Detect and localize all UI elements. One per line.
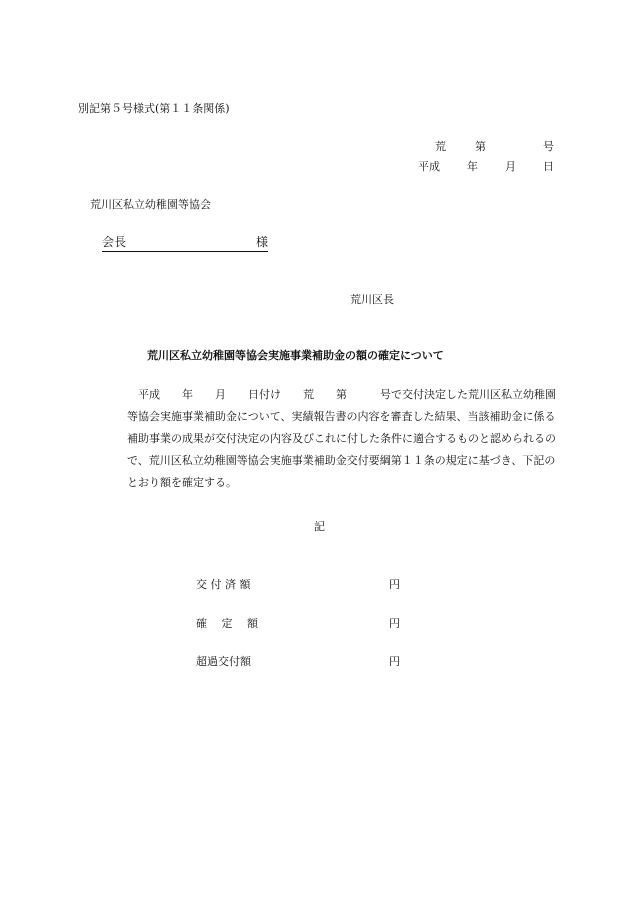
amount-unit: 円 xyxy=(389,578,400,591)
document-number-mid: 第 xyxy=(475,140,486,153)
sender: 荒川区長 xyxy=(350,293,394,306)
ki-heading: 記 xyxy=(314,520,325,533)
amount-unit: 円 xyxy=(389,617,400,630)
document-date xyxy=(418,158,554,174)
document-number xyxy=(435,138,554,154)
date-month: 月 xyxy=(505,160,516,173)
amount-label: 確 定 額 xyxy=(196,617,258,630)
form-label: 別記第５号様式(第１１条関係) xyxy=(78,102,230,115)
body-text: 平成 年 月 日付け 荒 第 号で交付決定した荒川区私立幼稚園等協会実施事業補助金について、実績報告書の内容を審査した結果、当該補助金に係る補助事業の成果が交付決定の内容及びこれに付した条件に適合するものと認められるので、荒川区私立幼稚園等協会実施事業補助金交付要綱第１１条の規定に基づき、下記のとおり額を確定する。 xyxy=(127,388,556,489)
recipient-line xyxy=(102,233,268,252)
date-era: 平成 xyxy=(418,160,440,173)
document-title: 荒川区私立幼稚園等協会実施事業補助金の額の確定について xyxy=(147,349,444,362)
recipient-organization: 荒川区私立幼稚園等協会 xyxy=(90,198,211,211)
amount-label: 交 付 済 額 xyxy=(196,578,251,591)
amount-label: 超過交付額 xyxy=(196,655,251,668)
amount-unit: 円 xyxy=(389,655,400,668)
recipient-honorific: 様 xyxy=(256,235,269,249)
date-year: 年 xyxy=(467,160,478,173)
document-number-suffix: 号 xyxy=(543,140,554,153)
date-day: 日 xyxy=(543,160,554,173)
document-number-prefix: 荒 xyxy=(435,140,446,153)
recipient-title: 会長 xyxy=(102,235,127,249)
